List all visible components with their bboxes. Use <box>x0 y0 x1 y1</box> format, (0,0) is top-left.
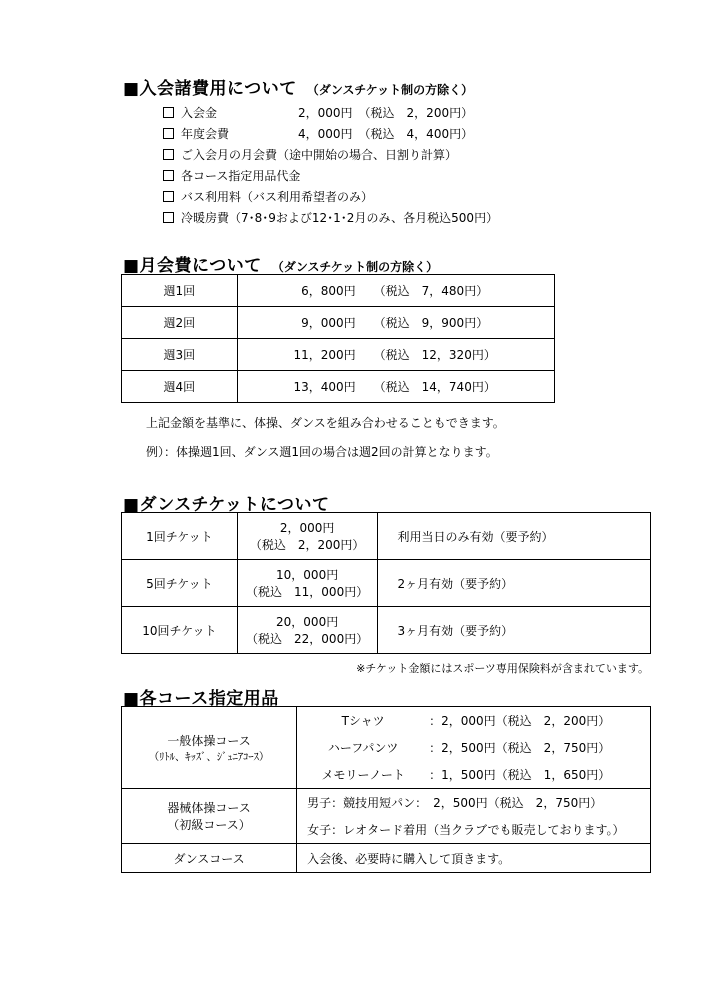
goods-name: メモリーノート <box>321 768 405 782</box>
checkbox-icon <box>163 107 174 118</box>
goods-item <box>297 761 650 788</box>
goods-price: ：2，500円（税込 2，750円） <box>429 741 611 755</box>
price-tax: （税込 7，480円） <box>373 284 489 298</box>
table-row <box>122 307 555 339</box>
fee-item-label: 冷暖房費（7･8･9および12･1･2月のみ、各月税込500円） <box>181 211 499 225</box>
table-row <box>122 371 555 403</box>
freq-cell: 週1回 <box>122 275 238 307</box>
dance-ticket-table <box>121 512 651 654</box>
freq-cell: 週4回 <box>122 371 238 403</box>
goods-price: ：1，500円（税込 1，650円） <box>429 768 611 782</box>
fee-item-tax: （税込 4，400円） <box>358 127 474 141</box>
ticket-validity-cell: 2ヶ月有効（要予約） <box>377 560 651 607</box>
ticket-price: 2，000円 <box>279 521 335 535</box>
price-tax: （税込 12，320円） <box>373 348 496 362</box>
checkbox-icon <box>163 170 174 181</box>
table-row <box>122 513 651 560</box>
price-value: 11，200円 <box>293 348 356 362</box>
ticket-price-cell <box>237 513 377 560</box>
freq-cell: 週3回 <box>122 339 238 371</box>
table-row <box>122 339 555 371</box>
section2-heading <box>123 251 438 276</box>
ticket-price: 20，000円 <box>276 615 339 629</box>
table-row <box>122 789 651 844</box>
ticket-tax: （税込 22，000円） <box>246 632 369 646</box>
goods-item <box>297 707 650 734</box>
price-cell <box>237 371 554 403</box>
ticket-price: 10，000円 <box>276 568 339 582</box>
section3-title: ■ダンスチケットについて <box>123 495 330 515</box>
checkbox-icon <box>163 212 174 223</box>
checkbox-icon <box>163 128 174 139</box>
price-tax: （税込 14，740円） <box>373 380 496 394</box>
monthly-note: 上記金額を基準に、体操、ダンスを組み合わせることもできます。 <box>146 416 505 430</box>
ticket-cell: 1回チケット <box>122 513 238 560</box>
ticket-cell: 10回チケット <box>122 607 238 654</box>
course-name: 一般体操コース <box>167 733 251 748</box>
table-row <box>122 607 651 654</box>
price-cell <box>237 307 554 339</box>
fee-item-goods <box>163 167 300 184</box>
goods-name: ハーフパンツ <box>327 741 399 755</box>
ticket-cell: 5回チケット <box>122 560 238 607</box>
price-cell <box>237 339 554 371</box>
fee-item-annual <box>163 125 473 142</box>
section2-subtitle: （ダンスチケット制の方除く） <box>271 260 439 274</box>
table-row <box>122 707 651 789</box>
ticket-price-cell <box>237 607 377 654</box>
fee-item-enrollment <box>163 104 473 121</box>
fee-item-label: 各コース指定用品代金 <box>181 169 301 183</box>
goods-line: 男子：競技用短パン： 2，500円（税込 2，750円） <box>307 796 603 810</box>
fee-item-price: 4，000円 <box>298 127 353 141</box>
course-subname: （ﾘﾄﾙ、ｷｯｽﾞ、ｼﾞｭﾆｱｺｰｽ） <box>148 750 270 763</box>
goods-line: 女子：レオタード着用（当クラブでも販売しております。） <box>307 823 625 837</box>
ticket-validity-cell: 3ヶ月有効（要予約） <box>377 607 651 654</box>
ticket-tax: （税込 11，000円） <box>246 585 369 599</box>
section1-title: ■入会諸費用について <box>123 79 297 99</box>
course-cell: ダンスコース <box>122 844 297 873</box>
checkbox-icon <box>163 149 174 160</box>
ticket-price-cell <box>237 560 377 607</box>
table-row <box>122 275 555 307</box>
price-value: 9，000円 <box>301 316 356 330</box>
goods-cell <box>297 789 651 844</box>
fee-item-label: 入会金 <box>181 106 218 120</box>
monthly-example: 例）：体操週1回、ダンス週1回の場合は週2回の計算となります。 <box>146 445 498 459</box>
table-row <box>122 844 651 873</box>
ticket-validity-cell: 利用当日のみ有効（要予約） <box>377 513 651 560</box>
section4-title: ■各コース指定用品 <box>123 689 279 709</box>
fee-item-label: バス利用料（バス利用希望者のみ） <box>181 190 374 204</box>
goods-price: ：2，000円（税込 2，200円） <box>429 714 611 728</box>
goods-cell <box>297 707 651 789</box>
goods-cell: 入会後、必要時に購入して頂きます。 <box>297 844 651 873</box>
fee-item-price: 2，000円 <box>298 106 353 120</box>
course-goods-table <box>121 706 651 873</box>
fee-item-label: 年度会費 <box>181 127 230 141</box>
fee-item-label: ご入会月の月会費（途中開始の場合、日割り計算） <box>181 148 458 162</box>
ticket-footnote: ※チケット金額にはスポーツ専用保険料が含まれています。 <box>356 662 649 675</box>
course-cell <box>122 789 297 844</box>
course-name: 器械体操コース <box>167 801 251 815</box>
goods-item <box>297 734 650 761</box>
course-cell <box>122 707 297 789</box>
fee-item-aircon <box>163 209 498 226</box>
section1-subtitle: （ダンスチケット制の方除く） <box>306 83 474 97</box>
freq-cell: 週2回 <box>122 307 238 339</box>
goods-name: Tシャツ <box>341 714 385 728</box>
price-value: 6，800円 <box>301 284 356 298</box>
price-value: 13，400円 <box>293 380 356 394</box>
price-cell <box>237 275 554 307</box>
section1-heading <box>123 74 473 99</box>
course-subname: （初級コース） <box>167 818 251 832</box>
table-row <box>122 560 651 607</box>
fee-item-monthly <box>163 146 457 163</box>
fee-item-tax: （税込 2，200円） <box>358 106 474 120</box>
monthly-fee-table <box>121 274 555 403</box>
fee-item-bus <box>163 188 373 205</box>
price-tax: （税込 9，900円） <box>373 316 489 330</box>
checkbox-icon <box>163 191 174 202</box>
ticket-tax: （税込 2，200円） <box>249 538 365 552</box>
section2-title: ■月会費について <box>123 256 262 276</box>
